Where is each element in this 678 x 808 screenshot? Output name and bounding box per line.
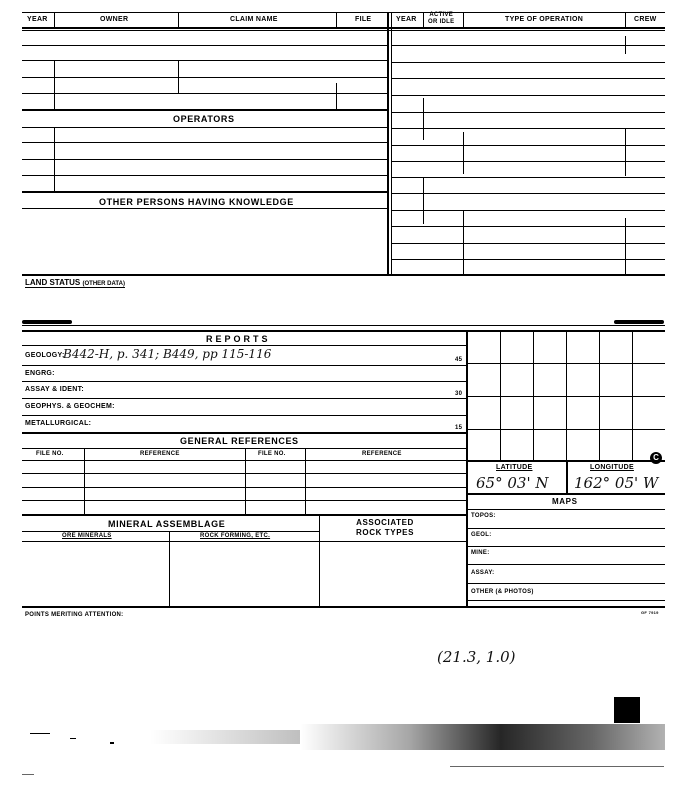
report-metallurgical-label: METALLURGICAL: bbox=[25, 420, 92, 427]
mineral-assemblage-title: MINERAL ASSEMBLAGE bbox=[108, 519, 226, 529]
other-persons-title: OTHER PERSONS HAVING KNOWLEDGE bbox=[99, 197, 294, 207]
report-metallurgical-num: 15 bbox=[455, 425, 463, 431]
form-number: GF 7919 bbox=[641, 610, 659, 615]
report-geology-value: B442-H, p. 341; B449, pp 115-116 bbox=[63, 347, 272, 361]
land-status-label bbox=[25, 278, 125, 288]
header-owner: OWNER bbox=[100, 16, 129, 23]
maps-topos-label: TOPOS: bbox=[471, 513, 496, 519]
header-crew: CREW bbox=[634, 16, 657, 23]
header-active-idle: ACTIVE OR IDLE bbox=[428, 12, 455, 25]
maps-geol-label: GEOL: bbox=[471, 532, 492, 538]
header-type-of-operation: TYPE OF OPERATION bbox=[505, 16, 584, 23]
report-geology-label: GEOLOGY: bbox=[25, 352, 65, 359]
gr-col-reference-1: REFERENCE bbox=[140, 451, 180, 457]
header-year: YEAR bbox=[27, 16, 48, 23]
report-geophys-label: GEOPHYS. & GEOCHEM: bbox=[25, 403, 115, 410]
location-circle-mark: C bbox=[650, 452, 662, 464]
latitude-label: LATITUDE bbox=[496, 464, 533, 471]
report-assay-label: ASSAY & IDENT: bbox=[25, 386, 85, 393]
handwritten-code: (21.3, 1.0) bbox=[437, 648, 516, 666]
report-engrg-label: ENGRG: bbox=[25, 370, 55, 377]
maps-mine-label: MINE: bbox=[471, 550, 490, 556]
associated-rock-types-title: ASSOCIATED ROCK TYPES bbox=[356, 518, 415, 537]
gr-col-file-no-2: FILE NO. bbox=[258, 451, 286, 457]
maps-title: MAPS bbox=[552, 497, 578, 506]
header-claim-name: CLAIM NAME bbox=[230, 16, 278, 23]
land-status-text: LAND STATUS bbox=[25, 278, 81, 287]
header-year-2: YEAR bbox=[396, 16, 417, 23]
points-meriting-attention-label: POINTS MERITING ATTENTION: bbox=[25, 612, 124, 618]
operators-title: OPERATORS bbox=[173, 114, 235, 124]
reports-title: REPORTS bbox=[206, 334, 271, 344]
header-file: FILE bbox=[355, 16, 372, 23]
maps-assay-label: ASSAY: bbox=[471, 570, 495, 576]
land-status-subtext: (OTHER DATA) bbox=[82, 281, 125, 287]
general-references-title: GENERAL REFERENCES bbox=[180, 436, 299, 446]
report-assay-num: 30 bbox=[455, 391, 463, 397]
rock-forming-label: ROCK FORMING, ETC. bbox=[200, 533, 271, 539]
gr-col-reference-2: REFERENCE bbox=[362, 451, 402, 457]
report-geology-num: 45 bbox=[455, 357, 463, 363]
maps-other-label: OTHER (& PHOTOS) bbox=[471, 589, 534, 595]
gr-col-file-no-1: FILE NO. bbox=[36, 451, 64, 457]
longitude-label: LONGITUDE bbox=[590, 464, 634, 471]
latitude-value: 65° 03' N bbox=[476, 474, 549, 492]
longitude-value: 162° 05' W bbox=[574, 474, 659, 492]
ore-minerals-label: ORE MINERALS bbox=[62, 533, 112, 539]
